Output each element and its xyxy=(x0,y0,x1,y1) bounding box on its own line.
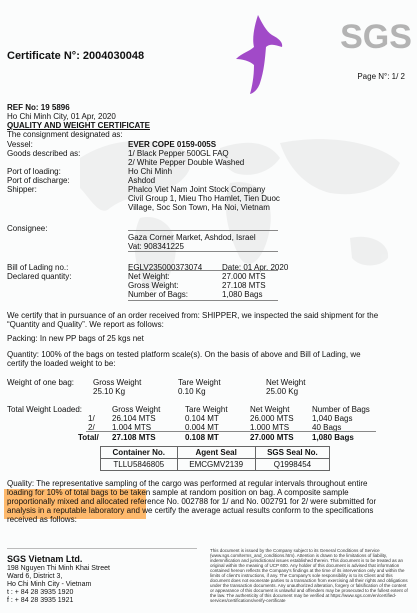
quality-text-4: analysis in a reputable laboratory and we certify the average actual results conform to the specifications xyxy=(7,506,374,515)
quantity-text-2: certify the loaded weight to be: xyxy=(7,359,116,368)
net-weight-label: Net Weight: xyxy=(128,272,170,281)
loaded-total-line xyxy=(86,431,376,432)
net-weight-value: 27.000 MTS xyxy=(222,272,266,281)
disclaimer-text: This document is issued by the Company subject to its General Conditions of Service (www.sgs.com/terms_and_conditions.htm). Attention is drawn to the limitations of liability, indemnification and jurisdictional issues established therein. This document is to be treated as an original within the meaning of UCP 600. Any holder of this document is advised that information contained hereon reflects the Company's findings at the time of its intervention only and within the limits of client's instructions, if any. The Company's sole responsibility is to its Client and this document does not exonerate parties to a transaction from exercising all their rights and obligations under the transaction documents. Any unauthorized alteration, forgery or falsification of the content or appearance of this document is unlawful and offenders may be prosecuted to the fullest extent of the law. The authenticity of this document may be verified at https://www.sgs.com/en/certified-services/certifications/verify-certificate xyxy=(210,548,408,603)
one-bag-label: Weight of one bag: xyxy=(7,378,75,387)
consignee-bottom-line xyxy=(128,251,278,252)
bl-value: EGLV235000373074 xyxy=(128,263,203,272)
address-line-2: Ward 6, District 3, xyxy=(7,573,63,580)
loading-label: Port of loading: xyxy=(7,167,61,176)
shipper-label: Shipper: xyxy=(7,185,37,194)
agent-seal: EMCGMV2139 xyxy=(177,459,255,471)
designated-text: The consignment designated as: xyxy=(7,130,123,139)
loaded-row-2-idx: 2/ xyxy=(88,423,95,432)
loaded-total-tare: 0.108 MT xyxy=(185,433,219,442)
container-table xyxy=(100,446,330,471)
discharge-value: Ashdod xyxy=(128,176,156,185)
shipper-value-2: Civil Group 1, Mieu Tho Hamlet, Tien Duoc xyxy=(128,194,280,203)
goods-value-2: 2/ White Pepper Double Washed xyxy=(128,158,245,167)
goods-label: Goods described as: xyxy=(7,149,81,158)
loaded-row-2-gross: 1.004 MTS xyxy=(112,423,152,432)
quality-text-2: loading for 10% of total bags to be taken sample at random position on bag. A composite sample xyxy=(7,488,349,497)
loaded-total-bags: 1,080 Bags xyxy=(312,433,354,442)
document-title: QUALITY AND WEIGHT CERTIFICATE xyxy=(7,121,150,130)
bl-date: Date: 01 Apr, 2020 xyxy=(222,263,289,272)
quality-text-3: proportionally mixed and allocated reference No. 002788 for 1/ and No. 002791 for 2/ were submitted for xyxy=(7,497,377,506)
address-line-3: Ho Chi Minh City - Vietnam xyxy=(7,581,92,588)
certificate-number: Certificate N°: 2004030048 xyxy=(7,50,145,62)
vessel-label: Vessel: xyxy=(7,140,33,149)
consignee-top-line xyxy=(128,230,278,231)
certify-text-1: We certify that in pursuance of an order received from: SHIPPER, we inspected the said shipment for the xyxy=(7,311,379,320)
bl-label: Bill of Lading no.: xyxy=(7,263,69,272)
sgs-seal: Q1998454 xyxy=(255,459,329,471)
gross-weight-label: Gross Weight: xyxy=(128,281,179,290)
packing-text: Packing: In new PP bags of 25 kgs net xyxy=(7,334,144,343)
quality-text-1: Quality: The representative sampling of the cargo was performed at regular intervals throughout entire xyxy=(7,479,368,488)
discharge-label: Port of discharge: xyxy=(7,176,70,185)
loaded-head-net: Net Weight xyxy=(250,405,290,414)
loaded-row-1-idx: 1/ xyxy=(88,414,95,423)
bags-value: 1,080 Bags xyxy=(222,290,263,299)
container-head-agent: Agent Seal xyxy=(177,447,255,459)
loading-value: Ho Chi Minh xyxy=(128,167,173,176)
one-bag-net-head: Net Weight xyxy=(266,378,306,387)
container-table-header xyxy=(101,447,330,459)
company-address-block xyxy=(7,554,110,605)
loaded-row-2-tare: 0.004 MT xyxy=(185,423,219,432)
phone-number: t : + 84 28 3935 1920 xyxy=(7,589,74,596)
sgs-logo-text: SGS xyxy=(340,18,412,56)
shipper-value-1: Phalco Viet Nam Joint Stock Company xyxy=(128,185,266,194)
one-bag-tare-head: Tare Weight xyxy=(178,378,221,387)
loaded-total-gross: 27.108 MTS xyxy=(112,433,156,442)
loaded-row-1-gross: 26.104 MTS xyxy=(112,414,156,423)
page-number: Page N°: 1/ 2 xyxy=(357,72,405,81)
certify-text-2: “Quantity and Quality”. We report as follows: xyxy=(7,320,164,329)
one-bag-gross-value: 25.10 Kg xyxy=(93,387,126,396)
loaded-row-1-net: 26.000 MTS xyxy=(250,414,294,423)
loaded-row-1-bags: 1,040 Bags xyxy=(312,414,353,423)
ref-number: REF No: 19 5896 xyxy=(7,103,70,112)
bird-logo-icon xyxy=(232,13,284,95)
address-line-1: 198 Nguyen Thi Minh Khai Street xyxy=(7,565,110,572)
bags-label: Number of Bags: xyxy=(128,290,189,299)
vessel-value: EVER COPE 0159-005S xyxy=(128,140,217,149)
consignee-label: Consignee: xyxy=(7,224,48,233)
declared-bottom-line xyxy=(128,300,278,301)
consignee-value-1: Gaza Corner Market, Ashdod, Israel xyxy=(128,233,256,242)
loaded-row-2-net: 1.000 MTS xyxy=(250,423,290,432)
place-date: Ho Chi Minh City, 01 Apr, 2020 xyxy=(7,112,116,121)
loaded-total-net: 27.000 MTS xyxy=(250,433,294,442)
one-bag-gross-head: Gross Weight xyxy=(93,378,142,387)
container-no: TLLU5846805 xyxy=(101,459,178,471)
container-head-sgs: SGS Seal No. xyxy=(255,447,329,459)
loaded-label: Total Weight Loaded: xyxy=(7,405,83,414)
loaded-head-tare: Tare Weight xyxy=(185,405,228,414)
shipper-value-3: Village, Soc Son Town, Ha Noi, Vietnam xyxy=(128,203,270,212)
one-bag-net-value: 25.00 Kg xyxy=(266,387,299,396)
one-bag-tare-value: 0.10 Kg xyxy=(178,387,206,396)
consignee-value-2: Vat: 908341225 xyxy=(128,242,184,251)
quantity-text-1: Quantity: 100% of the bags on tested platform scale(s). On the basis of above and Bill of Lading, we xyxy=(7,350,361,359)
container-head-no: Container No. xyxy=(101,447,178,459)
loaded-row-1-tare: 0.104 MT xyxy=(185,414,219,423)
company-name: SGS Vietnam Ltd. xyxy=(7,554,83,564)
gross-weight-value: 27.108 MTS xyxy=(222,281,266,290)
declared-label: Declared quantity: xyxy=(7,272,72,281)
goods-value-1: 1/ Black Pepper 500GL FAQ xyxy=(128,149,229,158)
loaded-head-gross: Gross Weight xyxy=(112,405,161,414)
fax-number: f : + 84 28 3935 1921 xyxy=(7,597,74,604)
footer-divider xyxy=(7,548,197,549)
loaded-head-bags: Number of Bags xyxy=(312,405,370,414)
loaded-row-2-bags: 40 Bags xyxy=(312,423,342,432)
declared-top-line xyxy=(128,270,278,271)
loaded-total-idx: Total/ xyxy=(78,433,99,442)
sgs-logo-icon xyxy=(340,12,412,56)
quality-text-5: received as follows: xyxy=(7,515,77,524)
table-row xyxy=(101,459,330,471)
